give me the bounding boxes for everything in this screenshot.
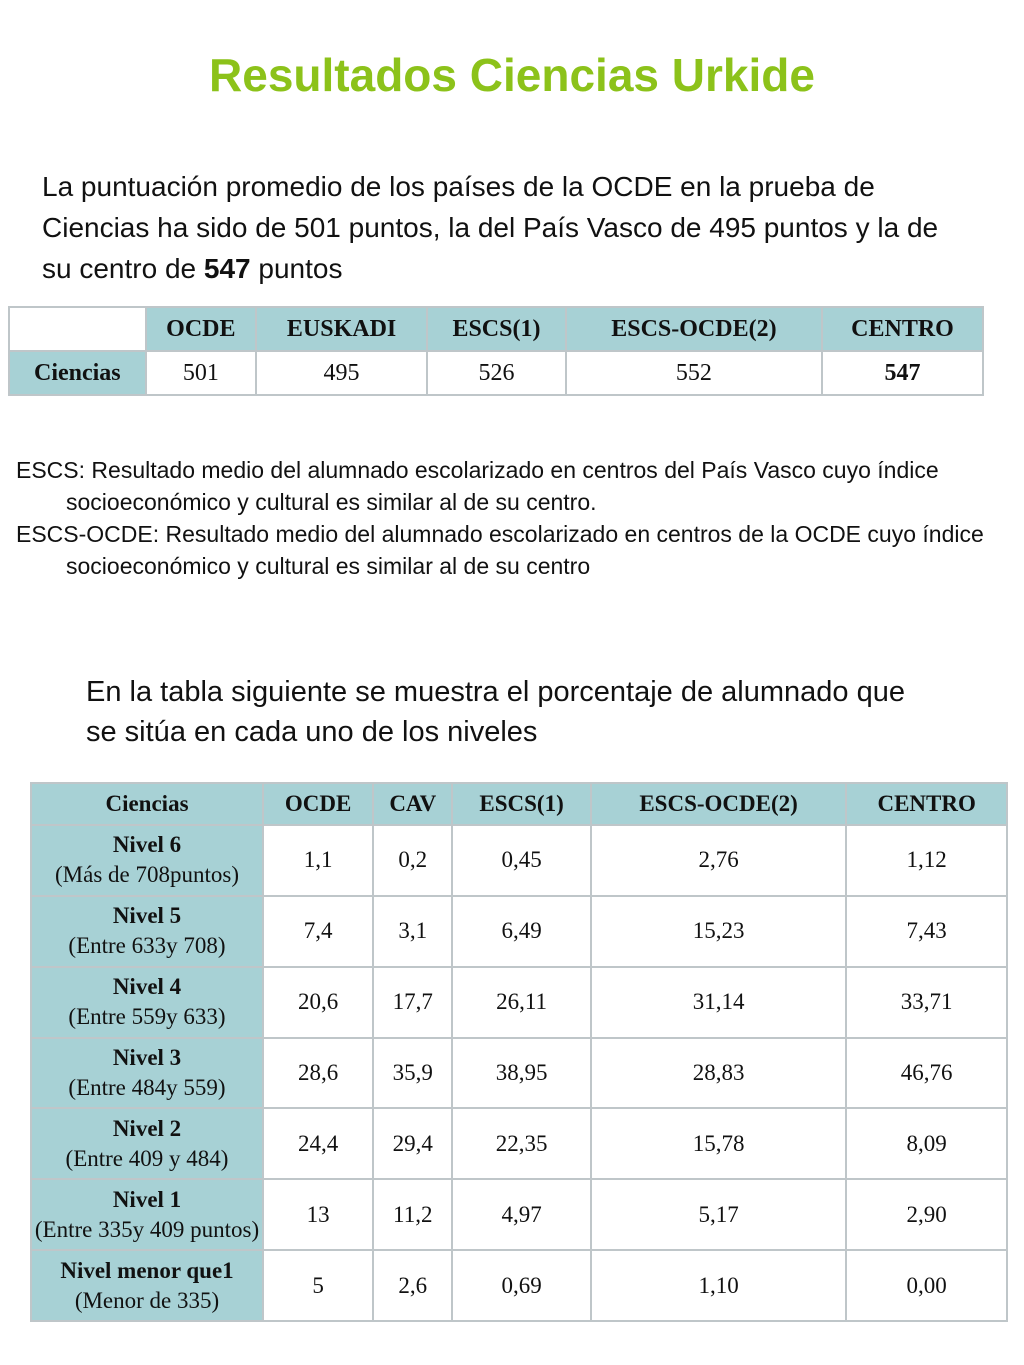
intro-paragraph [42, 166, 942, 289]
levels-header-escs-ocde: ESCS-OCDE(2) [592, 784, 846, 824]
level-value-escs-ocde: 2,76 [592, 826, 846, 895]
summary-value-escs-ocde: 552 [567, 352, 821, 394]
level-value-escs: 0,45 [453, 826, 589, 895]
intro-text: La puntuación promedio de los países de la OCDE en la prueba de Ciencias ha sido de 501 puntos, la del País Vasco de 495 puntos y la de su centro de [42, 171, 939, 284]
summary-value-centro: 547 [823, 352, 982, 394]
summary-header-ocde: OCDE [147, 308, 255, 350]
levels-row-nivel-5 [32, 897, 1006, 966]
summary-value-euskadi: 495 [257, 352, 426, 394]
level-label [32, 1251, 262, 1320]
levels-header-centro: CENTRO [847, 784, 1006, 824]
level-name: Nivel 5 [112, 903, 182, 929]
level-value-centro: 46,76 [847, 1039, 1006, 1108]
intro-text-end: puntos [250, 253, 343, 284]
levels-row-nivel-menor [32, 1251, 1006, 1320]
summary-header-escs: ESCS(1) [428, 308, 565, 350]
levels-header-ocde: OCDE [264, 784, 372, 824]
summary-header-blank [10, 308, 145, 350]
page-title: Resultados Ciencias Urkide [209, 49, 815, 101]
summary-header-centro: CENTRO [823, 308, 982, 350]
summary-header-euskadi: EUSKADI [257, 308, 426, 350]
level-range: (Entre 409 y 484) [65, 1145, 229, 1171]
level-value-centro: 7,43 [847, 897, 1006, 966]
level-value-cav: 0,2 [374, 826, 451, 895]
level-range: (Más de 708puntos) [55, 862, 239, 888]
level-value-escs: 38,95 [453, 1039, 589, 1108]
level-value-centro: 1,12 [847, 826, 1006, 895]
levels-header-ciencias: Ciencias [32, 784, 262, 824]
levels-intro: En la tabla siguiente se muestra el porcentaje de alumnado que se sitúa en cada uno de los niveles [86, 676, 905, 748]
level-value-escs: 6,49 [453, 897, 589, 966]
summary-table [8, 306, 984, 396]
level-value-ocde: 20,6 [264, 968, 372, 1037]
levels-header-cav: CAV [374, 784, 451, 824]
note-escs-ocde: ESCS-OCDE: Resultado medio del alumnado escolarizado en centros de la OCDE cuyo índice socioeconómico y cultural es similar al de su centro [16, 521, 984, 579]
level-value-escs-ocde: 28,83 [592, 1039, 846, 1108]
level-value-cav: 11,2 [374, 1180, 451, 1249]
level-name: Nivel 2 [112, 1115, 182, 1141]
levels-row-nivel-4 [32, 968, 1006, 1037]
note-escs: ESCS: Resultado medio del alumnado escolarizado en centros del País Vasco cuyo índice socioeconómico y cultural es similar al de su centro. [16, 457, 939, 515]
level-value-cav: 3,1 [374, 897, 451, 966]
levels-row-nivel-3 [32, 1039, 1006, 1108]
summary-header-escs-ocde: ESCS-OCDE(2) [567, 308, 821, 350]
level-value-ocde: 5 [264, 1251, 372, 1320]
level-value-cav: 17,7 [374, 968, 451, 1037]
level-name: Nivel 1 [112, 1186, 182, 1212]
level-value-escs: 4,97 [453, 1180, 589, 1249]
level-value-cav: 35,9 [374, 1039, 451, 1108]
levels-row-nivel-6 [32, 826, 1006, 895]
level-label [32, 1109, 262, 1178]
levels-header-escs: ESCS(1) [453, 784, 589, 824]
level-name: Nivel menor que1 [60, 1257, 234, 1283]
level-value-ocde: 13 [264, 1180, 372, 1249]
level-range: (Menor de 335) [74, 1287, 220, 1313]
level-value-centro: 33,71 [847, 968, 1006, 1037]
level-value-escs-ocde: 15,78 [592, 1109, 846, 1178]
level-label [32, 968, 262, 1037]
level-range: (Entre 559y 633) [68, 1004, 226, 1030]
levels-row-nivel-2 [32, 1109, 1006, 1178]
level-value-cav: 2,6 [374, 1251, 451, 1320]
level-value-escs: 0,69 [453, 1251, 589, 1320]
level-name: Nivel 6 [112, 832, 182, 858]
level-value-centro: 2,90 [847, 1180, 1006, 1249]
level-name: Nivel 3 [112, 1044, 182, 1070]
intro-centro-score: 547 [203, 253, 251, 284]
summary-header-row [10, 308, 982, 350]
summary-row-ciencias [10, 352, 982, 394]
notes [16, 454, 1006, 582]
level-value-ocde: 24,4 [264, 1109, 372, 1178]
summary-value-escs: 526 [428, 352, 565, 394]
level-label [32, 826, 262, 895]
level-range: (Entre 335y 409 puntos) [34, 1216, 260, 1242]
level-value-escs: 26,11 [453, 968, 589, 1037]
level-value-ocde: 28,6 [264, 1039, 372, 1108]
level-value-escs: 22,35 [453, 1109, 589, 1178]
level-value-escs-ocde: 1,10 [592, 1251, 846, 1320]
level-range: (Entre 484y 559) [68, 1074, 226, 1100]
levels-header-row [32, 784, 1006, 824]
level-value-escs-ocde: 15,23 [592, 897, 846, 966]
level-name: Nivel 4 [112, 974, 182, 1000]
level-value-escs-ocde: 5,17 [592, 1180, 846, 1249]
level-value-ocde: 7,4 [264, 897, 372, 966]
levels-row-nivel-1 [32, 1180, 1006, 1249]
summary-row-label: Ciencias [10, 352, 145, 394]
level-label [32, 1039, 262, 1108]
level-value-escs-ocde: 31,14 [592, 968, 846, 1037]
level-label [32, 1180, 262, 1249]
level-value-centro: 0,00 [847, 1251, 1006, 1320]
summary-value-ocde: 501 [147, 352, 255, 394]
level-value-cav: 29,4 [374, 1109, 451, 1178]
level-value-centro: 8,09 [847, 1109, 1006, 1178]
level-label [32, 897, 262, 966]
level-range: (Entre 633y 708) [68, 933, 226, 959]
levels-table [30, 782, 1008, 1322]
level-value-ocde: 1,1 [264, 826, 372, 895]
